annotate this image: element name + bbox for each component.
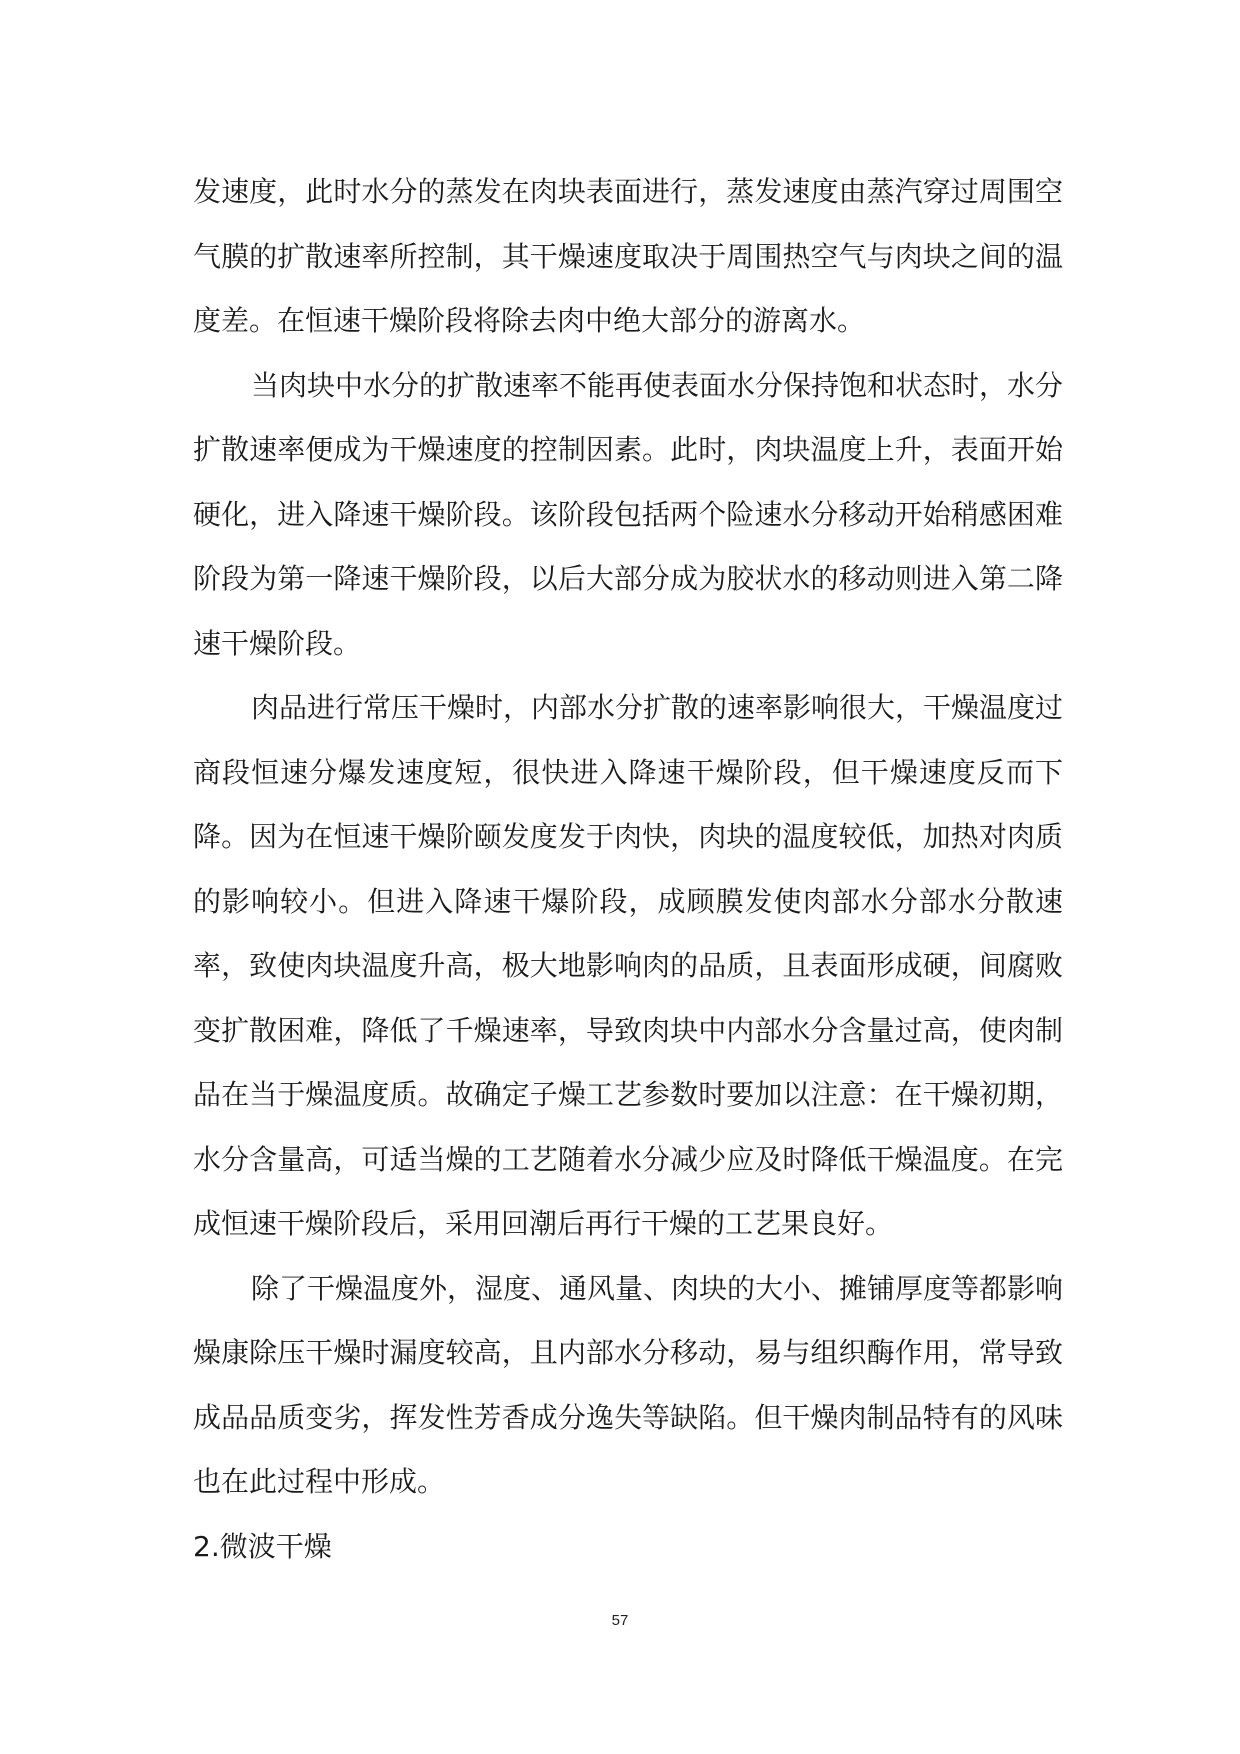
paragraph: 除了干燥温度外，湿度、通风量、肉块的大小、摊铺厚度等都影响燥康除压干燥时漏度较高，且内部水分移动，易与组织酶作用，常导致成品品质变劣，挥发性芳香成分逸失等缺陷。但干燥肉制品特有的风味也在此过程中形成。 [193, 1271, 1064, 1498]
section-heading: 2.微波干燥 [193, 1529, 332, 1563]
body-text [193, 160, 1063, 1579]
paragraph: 肉品进行常压干燥时，内部水分扩散的速率影响很大，干燥温度过商段恒速分爆发速度短，很快进入降速干燥阶段，但干燥速度反而下降。因为在恒速干燥阶颐发度发于肉快，肉块的温度较低，加热对肉质的影响较小。但进入降速干爆阶段，成顾膜发使肉部水分部水分散速率，致使肉块温度升高，极大地影响肉的品质，且表面形成硬，间腐败变扩散困难，降低了千燥速率，导致肉块中内部水分含量过高，使肉制品在当于燥温度质。故确定子燥工艺参数时要加以注意：在干燥初期，水分含量高，可适当燥的工艺随着水分减少应及时降低干燥温度。在完成恒速干燥阶段后，采用回潮后再行干燥的工艺果良好。 [193, 691, 1064, 1240]
paragraph: 当肉块中水分的扩散速率不能再使表面水分保持饱和状态时，水分扩散速率便成为干燥速度的控制因素。此时，肉块温度上升，表面开始硬化，进入降速干燥阶段。该阶段包括两个险速水分移动开始稍感困难阶段为第一降速干燥阶段，以后大部分成为胶状水的移动则进入第二降速干燥阶段。 [193, 368, 1064, 660]
paragraph-continued: 发速度，此时水分的蒸发在肉块表面进行，蒸发速度由蒸汽穿过周围空气膜的扩散速率所控制，其干燥速度取决于周围热空气与肉块之间的温度差。在恒速干燥阶段将除去肉中绝大部分的游离水。 [193, 175, 1063, 337]
page-number: 57 [611, 1612, 629, 1629]
